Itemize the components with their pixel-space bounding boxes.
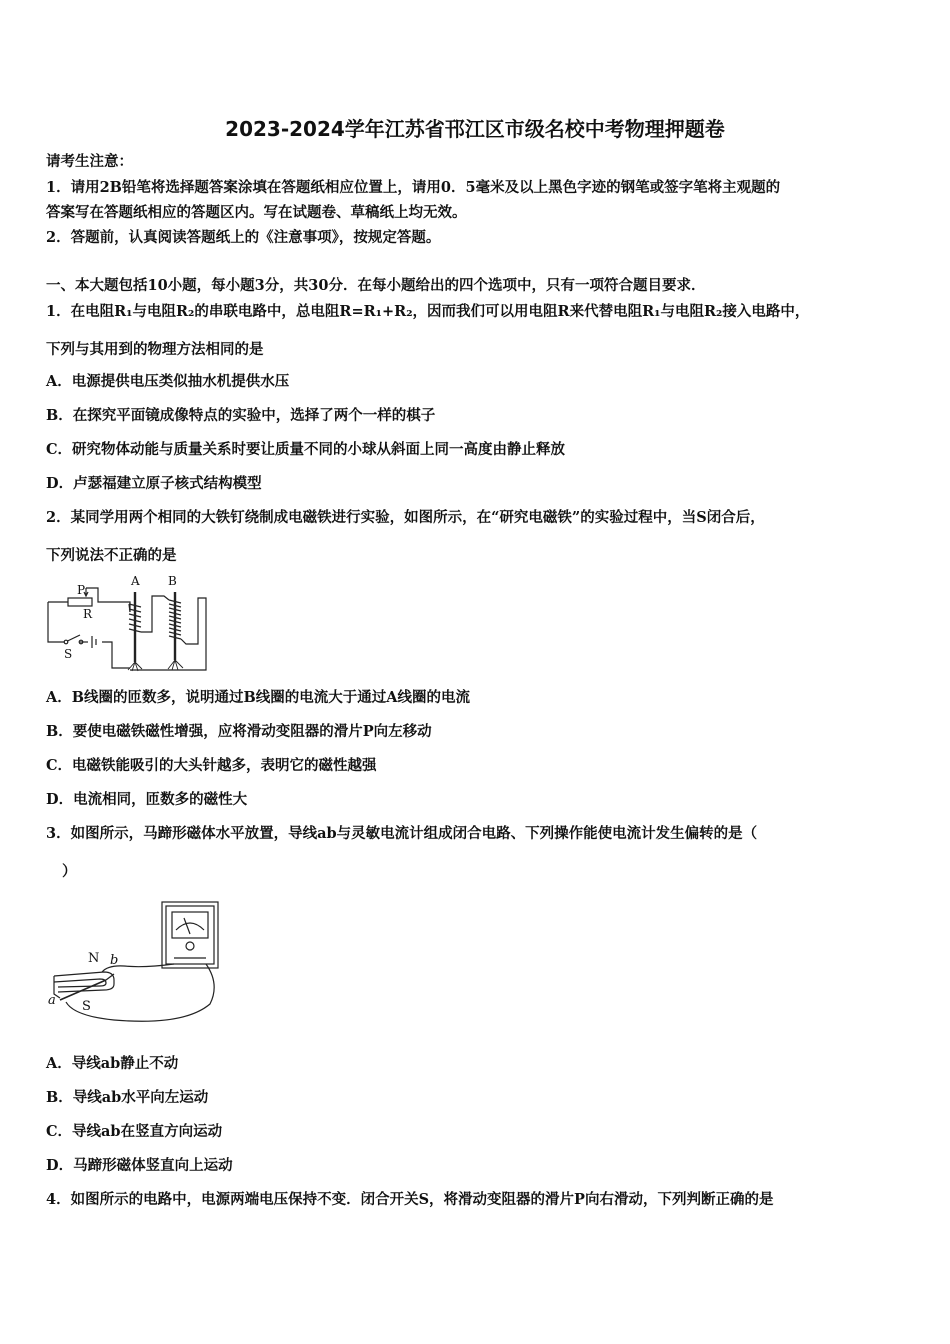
label-r: R [83, 607, 93, 621]
q1-option-b: B．在探究平面镜成像特点的实验中，选择了两个一样的棋子 [46, 407, 436, 424]
q4-stem-a: 4．如图所示的电路中，电源两端电压保持不变．闭合开关S，将滑动变阻器的滑片P向右滑动，下列判断正确的是 [46, 1191, 774, 1208]
q2-option-a: A．B线圈的匝数多，说明通过B线圈的电流大于通过A线圈的电流 [46, 689, 471, 706]
label-b: B [168, 574, 177, 588]
q2-option-d: D．电流相同，匝数多的磁性大 [46, 791, 248, 808]
q2-option-b: B．要使电磁铁磁性增强，应将滑动变阻器的滑片P向左移动 [46, 723, 432, 740]
section-heading: 一、本大题包括10小题，每小题3分，共30分．在每小题给出的四个选项中，只有一项符合题目要求． [46, 277, 706, 294]
q3-option-b: B．导线ab水平向左运动 [46, 1089, 209, 1106]
notice-line-1b: 答案写在答题纸相应的答题区内。写在试题卷、草稿纸上均无效。 [46, 204, 467, 221]
q3-magnet-galvanometer-figure [44, 894, 226, 1030]
q3-option-a: A．导线ab静止不动 [46, 1055, 179, 1072]
q1-stem-a: 1．在电阻R₁与电阻R₂的串联电路中，总电阻R=R₁+R₂，因而我们可以用电阻R来代替电阻R₁与电阻R₂接入电路中， [46, 303, 810, 320]
label-p: P [77, 583, 86, 597]
label-n: N [88, 951, 100, 966]
q2-stem-b: 下列说法不正确的是 [46, 547, 177, 564]
label-a: A [131, 574, 140, 588]
q2-electromagnet-figure [40, 572, 212, 676]
q2-option-c: C．电磁铁能吸引的大头针越多，表明它的磁性越强 [46, 757, 377, 774]
q1-option-a: A．电源提供电压类似抽水机提供水压 [46, 373, 290, 390]
q1-stem-b: 下列与其用到的物理方法相同的是 [46, 341, 264, 358]
notice-line-2: 2．答题前，认真阅读答题纸上的《注意事项》，按规定答题。 [46, 229, 441, 246]
q2-stem-a: 2．某同学用两个相同的大铁钉绕制成电磁铁进行实验，如图所示，在“研究电磁铁”的实验过程中，当S闭合后， [46, 509, 765, 526]
label-a: a [48, 993, 56, 1008]
notice-line-1a: 1．请用2B铅笔将选择题答案涂填在答题纸相应位置上，请用0．5毫米及以上黑色字迹的钢笔或签字笔将主观题的 [46, 179, 781, 196]
label-s: S [82, 999, 91, 1014]
label-s: S [64, 647, 73, 661]
q3-stem-b: ） [62, 863, 77, 880]
page-title: 2023-2024学年江苏省邗江区市级名校中考物理押题卷 [225, 117, 725, 141]
q1-option-c: C．研究物体动能与质量关系时要让质量不同的小球从斜面上同一高度由静止释放 [46, 441, 566, 458]
notice-heading: 请考生注意： [46, 153, 133, 170]
label-b: b [110, 953, 119, 968]
q1-option-d: D．卢瑟福建立原子核式结构模型 [46, 475, 262, 492]
q3-stem-a: 3．如图所示，马蹄形磁体水平放置，导线ab与灵敏电流计组成闭合电路、下列操作能使电流计发生偏转的是（ [46, 825, 758, 842]
q3-option-d: D．马蹄形磁体竖直向上运动 [46, 1157, 233, 1174]
q3-option-c: C．导线ab在竖直方向运动 [46, 1123, 223, 1140]
